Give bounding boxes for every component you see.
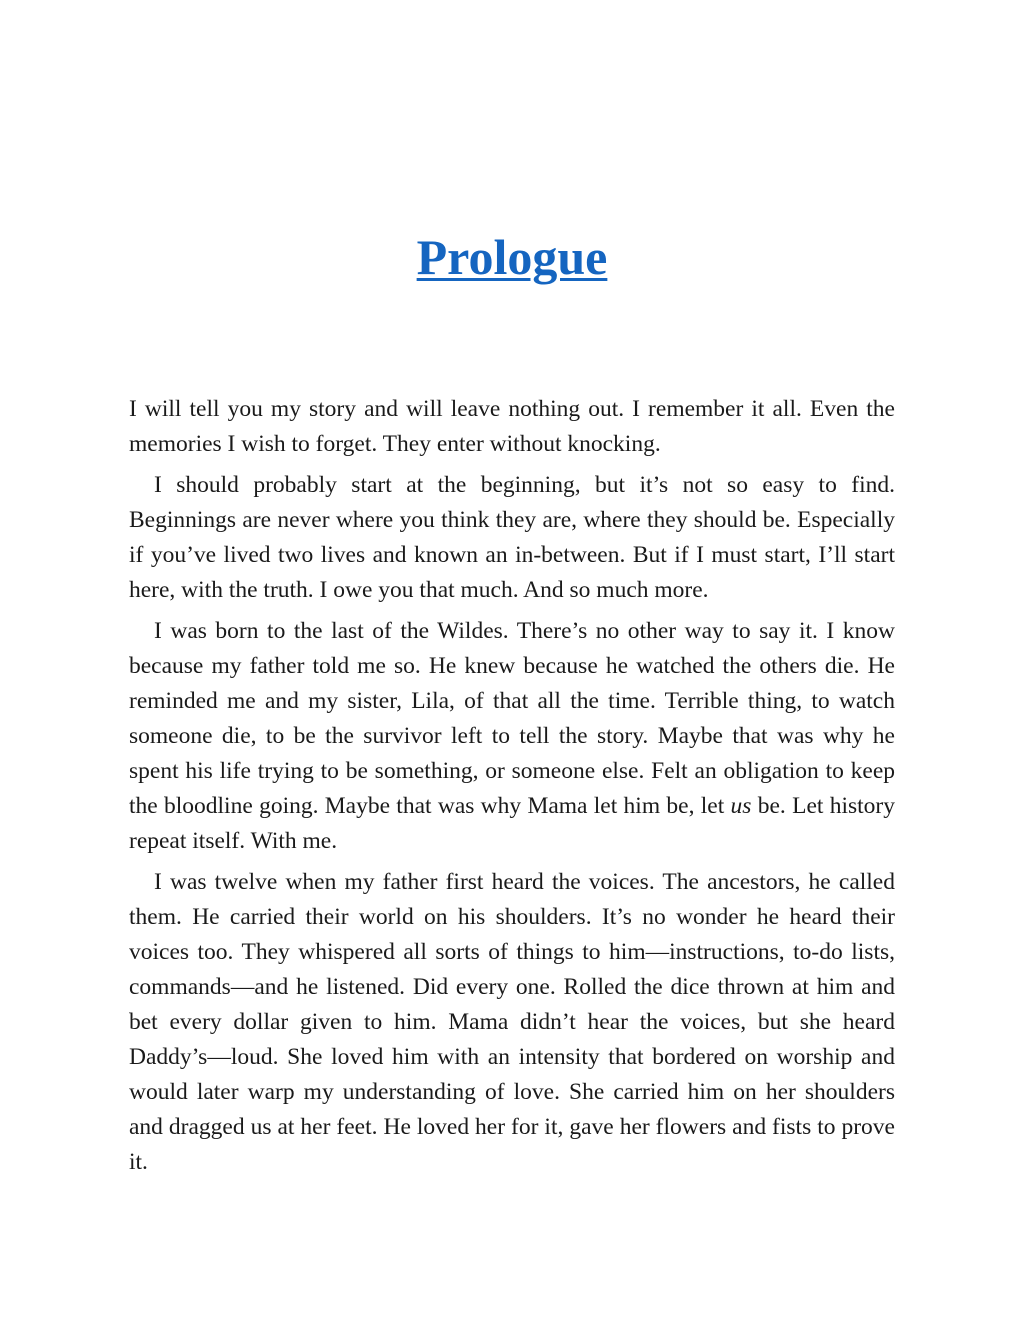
- paragraph-3: [129, 614, 895, 859]
- paragraph-3-part-1: I was born to the last of the Wildes. There’s no other way to say it. I know because my father told me so. He knew because he watched the others die. He reminded me and my sister, Lila, of that all the time. Terrible thing, to watch someone die, to be the survivor left to tell the story. Maybe that was why he spent his life trying to be something, or someone else. Felt an obligation to keep the bloodline going. Maybe that was why Mama let him be, let: [129, 618, 895, 819]
- paragraph-4: I was twelve when my father first heard the voices. The ancestors, he called them. He carried their world on his shoulders. It’s no wonder he heard their voices too. They whispered all sorts of things to him—instructions, to-do lists, commands—and he listened. Did every one. Rolled the dice thrown at him and bet every dollar given to him. Mama didn’t hear the voices, but she heard Daddy’s—loud. She loved him with an intensity that bordered on worship and would later warp my understanding of love. She carried him on her shoulders and dragged us at her feet. He loved her for it, gave her flowers and fists to prove it.: [129, 869, 895, 1175]
- chapter-body: [129, 392, 895, 1186]
- paragraph-1: I will tell you my story and will leave nothing out. I remember it all. Even the memories I wish to forget. They enter without knocking.: [129, 396, 895, 457]
- chapter-title-link[interactable]: Prologue: [416, 229, 608, 285]
- chapter-title: [0, 222, 1024, 292]
- paragraph-3-part-2: be. Let history repeat itself. With me.: [129, 793, 895, 854]
- paragraph-2: I should probably start at the beginning, but it’s not so easy to find. Beginnings are never where you think they are, where they should be. Especially if you’ve lived two lives and known an in-between. But if I must start, I’ll start here, with the truth. I owe you that much. And so much more.: [129, 472, 895, 603]
- paragraph-3-emphasis: us: [730, 793, 752, 819]
